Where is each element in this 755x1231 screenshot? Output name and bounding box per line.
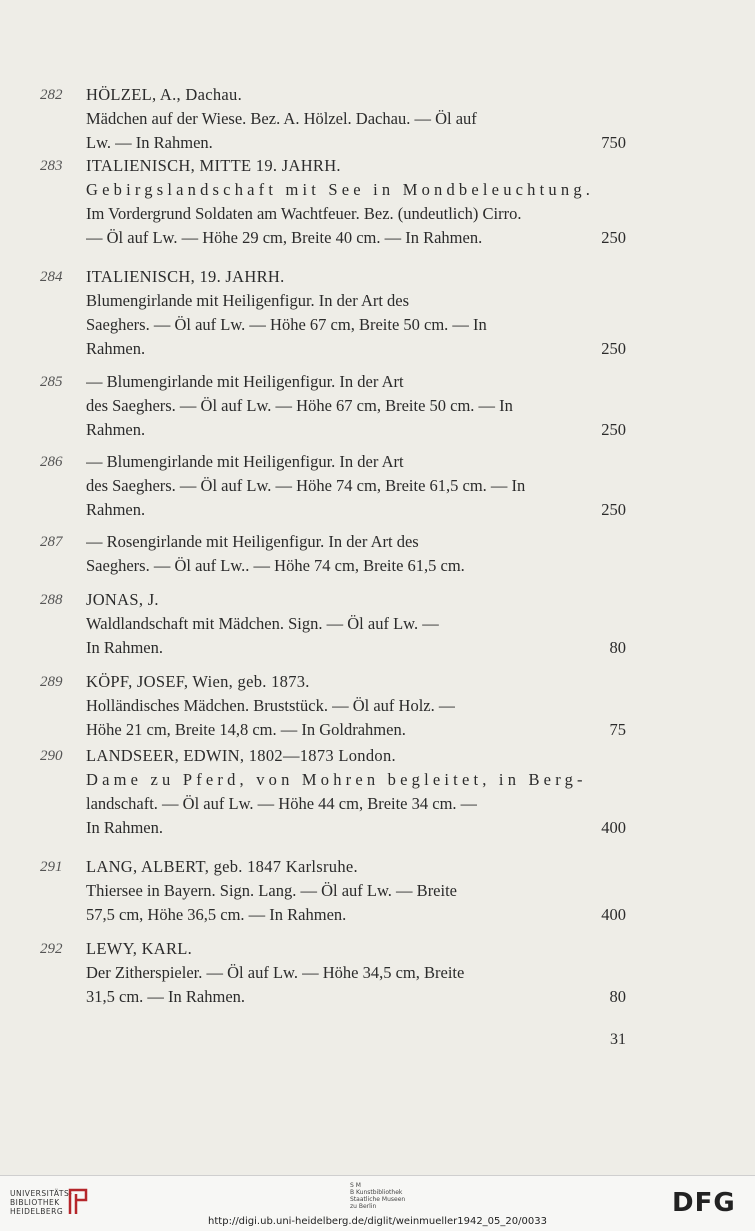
- line-text: Holländisches Mädchen. Bruststück. — Öl auf Holz. —: [86, 696, 456, 715]
- line-text: 57,5 cm, Höhe 36,5 cm. — In Rahmen.: [86, 905, 347, 924]
- artist-heading: [86, 265, 626, 289]
- line-text: ITALIENISCH, MITTE 19. JAHRH.: [86, 156, 341, 175]
- line-text: — Rosengirlande mit Heiligenfigur. In der Art des: [86, 532, 419, 551]
- lot-number: 284: [40, 269, 63, 285]
- estimate-price: 250: [601, 339, 626, 358]
- estimate-price: 400: [601, 905, 626, 924]
- line-text: Dame zu Pferd, von Mohren begleitet, in Berg-: [86, 770, 587, 789]
- line-text: Rahmen.: [86, 339, 146, 358]
- page-number: 31: [610, 1031, 626, 1048]
- description-line: [86, 337, 626, 361]
- source-url-link[interactable]: http://digi.ub.uni-heidelberg.de/diglit/weinmueller1942_05_20/0033: [208, 1216, 547, 1227]
- description-line: [86, 498, 626, 522]
- line-text: LANG, ALBERT, geb. 1847 Karlsruhe.: [86, 857, 358, 876]
- dfg-logo: DFG: [672, 1188, 736, 1218]
- artist-heading: [86, 670, 626, 694]
- line-text: 31,5 cm. — In Rahmen.: [86, 987, 246, 1006]
- line-text: Blumengirlande mit Heiligenfigur. In der Art des: [86, 291, 410, 310]
- description-line: [86, 202, 626, 226]
- lot-number: 286: [40, 454, 63, 470]
- line-text: landschaft. — Öl auf Lw. — Höhe 44 cm, Breite 34 cm. —: [86, 794, 478, 813]
- lot-number: 289: [40, 674, 63, 690]
- line-text: Lw. — In Rahmen.: [86, 133, 213, 152]
- line-text: ITALIENISCH, 19. JAHRH.: [86, 267, 285, 286]
- description-line: [86, 718, 626, 742]
- description-line: [86, 694, 626, 718]
- line-text: JONAS, J.: [86, 590, 159, 609]
- lot-number: 288: [40, 592, 63, 608]
- estimate-price: 250: [601, 500, 626, 519]
- description-line: [86, 313, 626, 337]
- line-text: Rahmen.: [86, 420, 146, 439]
- artist-heading: [86, 588, 626, 612]
- artist-heading: [86, 154, 626, 178]
- description-line: [86, 530, 626, 554]
- description-line: [86, 178, 626, 202]
- entry-text: [86, 855, 626, 927]
- entry-text: [86, 83, 626, 155]
- line-text: Saeghers. — Öl auf Lw.. — Höhe 74 cm, Breite 61,5 cm.: [86, 556, 465, 575]
- description-line: [86, 612, 626, 636]
- description-line: [86, 131, 626, 155]
- entry-text: [86, 937, 626, 1009]
- description-line: [86, 554, 626, 578]
- estimate-price: 80: [609, 638, 626, 657]
- line-text: Saeghers. — Öl auf Lw. — Höhe 67 cm, Breite 50 cm. — In: [86, 315, 487, 334]
- line-text: Mädchen auf der Wiese. Bez. A. Hölzel. Dachau. — Öl auf: [86, 109, 477, 128]
- lot-number: 290: [40, 748, 63, 764]
- line-text: des Saeghers. — Öl auf Lw. — Höhe 74 cm, Breite 61,5 cm. — In: [86, 476, 526, 495]
- line-text: Im Vordergrund Soldaten am Wachtfeuer. Bez. (undeutlich) Cirro.: [86, 204, 522, 223]
- artist-heading: [86, 855, 626, 879]
- description-line: [86, 816, 626, 840]
- line-text: Höhe 21 cm, Breite 14,8 cm. — In Goldrahmen.: [86, 720, 406, 739]
- description-line: [86, 961, 626, 985]
- artist-heading: [86, 83, 626, 107]
- description-line: [86, 450, 626, 474]
- line-text: KÖPF, JOSEF, Wien, geb. 1873.: [86, 672, 310, 691]
- description-line: [86, 107, 626, 131]
- entry-text: [86, 265, 626, 361]
- description-line: [86, 474, 626, 498]
- description-line: [86, 226, 626, 250]
- lot-number: 287: [40, 534, 63, 550]
- entry-text: [86, 154, 626, 250]
- entry-text: [86, 744, 626, 840]
- description-line: [86, 418, 626, 442]
- estimate-price: 750: [601, 133, 626, 152]
- line-text: LANDSEER, EDWIN, 1802—1873 London.: [86, 746, 396, 765]
- museum-stamp: S M B Kunstbibliothek Staatliche Museen zu Berlin: [350, 1182, 406, 1210]
- description-line: [86, 370, 626, 394]
- line-text: — Öl auf Lw. — Höhe 29 cm, Breite 40 cm. — In Rahmen.: [86, 228, 483, 247]
- artist-heading: [86, 744, 626, 768]
- line-text: LEWY, KARL.: [86, 939, 193, 958]
- line-text: — Blumengirlande mit Heiligenfigur. In der Art: [86, 372, 404, 391]
- description-line: [86, 768, 626, 792]
- lot-number: 282: [40, 87, 63, 103]
- line-text: Waldlandschaft mit Mädchen. Sign. — Öl auf Lw. —: [86, 614, 439, 633]
- line-text: Gebirgslandschaft mit See in Mondbeleuchtung.: [86, 180, 595, 199]
- description-line: [86, 903, 626, 927]
- estimate-price: 250: [601, 420, 626, 439]
- line-text: — Blumengirlande mit Heiligenfigur. In der Art: [86, 452, 404, 471]
- line-text: HÖLZEL, A., Dachau.: [86, 85, 242, 104]
- description-line: [86, 792, 626, 816]
- artist-heading: [86, 937, 626, 961]
- line-text: des Saeghers. — Öl auf Lw. — Höhe 67 cm, Breite 50 cm. — In: [86, 396, 513, 415]
- estimate-price: 75: [609, 720, 626, 739]
- line-text: Rahmen.: [86, 500, 146, 519]
- entry-text: [86, 450, 626, 522]
- line-text: In Rahmen.: [86, 638, 163, 657]
- university-library-name: UNIVERSITÄTS- BIBLIOTHEK HEIDELBERG: [10, 1189, 73, 1216]
- line-text: Der Zitherspieler. — Öl auf Lw. — Höhe 34,5 cm, Breite: [86, 963, 465, 982]
- estimate-price: 80: [609, 987, 626, 1006]
- estimate-price: 400: [601, 818, 626, 837]
- description-line: [86, 394, 626, 418]
- description-line: [86, 879, 626, 903]
- description-line: [86, 985, 626, 1009]
- lot-number: 285: [40, 374, 63, 390]
- estimate-price: 250: [601, 228, 626, 247]
- entry-text: [86, 530, 626, 578]
- lot-number: 291: [40, 859, 63, 875]
- lot-number: 283: [40, 158, 63, 174]
- lot-number: 292: [40, 941, 63, 957]
- entry-text: [86, 588, 626, 660]
- description-line: [86, 289, 626, 313]
- entry-text: [86, 370, 626, 442]
- digitization-footer: [0, 1175, 755, 1231]
- entry-text: [86, 670, 626, 742]
- line-text: Thiersee in Bayern. Sign. Lang. — Öl auf Lw. — Breite: [86, 881, 458, 900]
- university-logo-icon: [66, 1184, 92, 1218]
- line-text: In Rahmen.: [86, 818, 163, 837]
- description-line: [86, 636, 626, 660]
